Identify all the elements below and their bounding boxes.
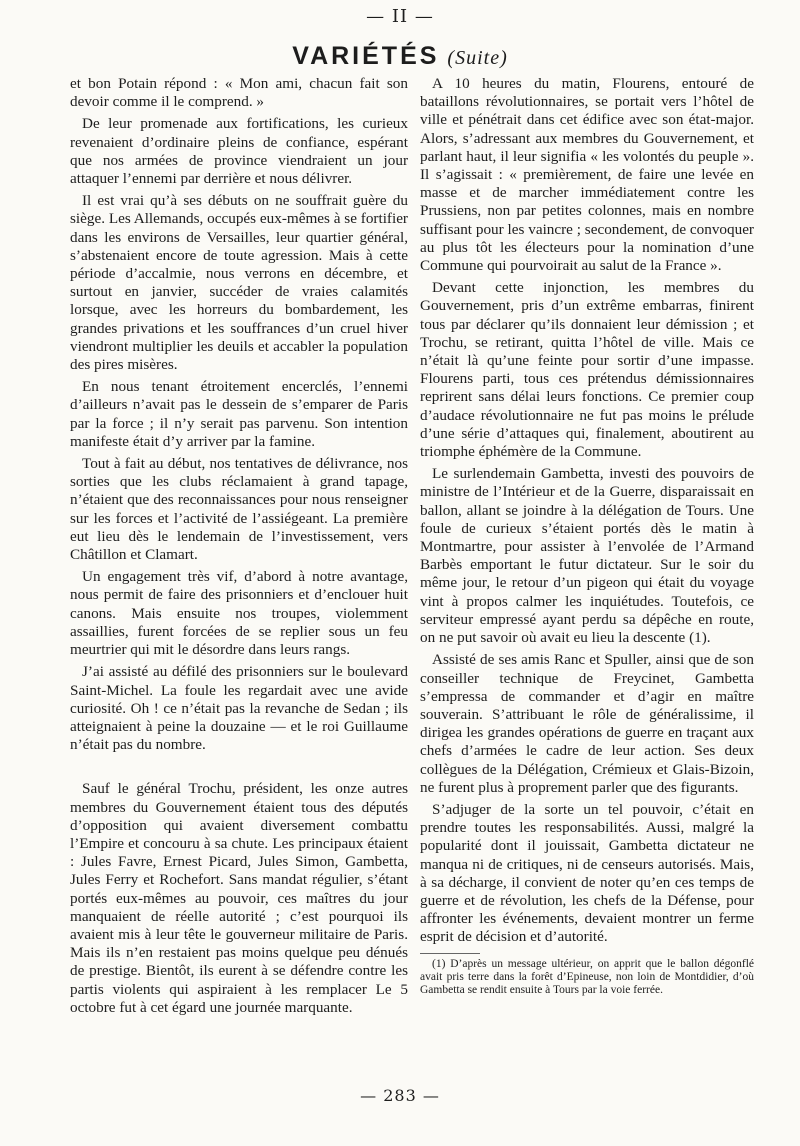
paragraph: et bon Potain répond : « Mon ami, chacun fait son devoir comme il le comprend. »: [70, 75, 408, 111]
footnote-divider: [420, 953, 480, 954]
paragraph: En nous tenant étroitement encerclés, l’ennemi d’ailleurs n’avait pas le dessein de s’emparer de Paris par la force ; il n’y serait pas parvenu. Son intention manifeste était d’y arriver par la famine.: [70, 378, 408, 450]
paragraph: Assisté de ses amis Ranc et Spuller, ainsi que de son conseiller technique de Freycinet, Gambetta s’empressa de commander et d’agir en maître souverain. S’attribuant le rôle de généralissime, il dirigea les grandes opérations de guerre en traçant aux chefs d’armées le cadre de leur action. Ses deux collègues de la Délégation, Crémieux et Glais-Bizoin, ne furent plus à proprement parler que des figurants.: [420, 651, 754, 796]
page-number: — 283 —: [360, 1086, 440, 1105]
paragraph: Le surlendemain Gambetta, investi des pouvoirs de ministre de l’Intérieur et de la Guerre, disparaissait en ballon, allant se joindre à la délégation de Tours. Une foule de curieux s’étaient portés dès le matin à Montmartre, pour assister à l’envolée de l’Armand Barbès emportant le futur dictateur. Sur le soir du même jour, le retour d’un pigeon qui était du voyage vint à propos calmer les inquiétudes. Toutefois, ce serviteur empressé ayant perdu sa dépêche en route, on ne put savoir où avait eu lieu la descente (1).: [420, 465, 754, 647]
section-title: VARIÉTÉS: [292, 42, 440, 70]
paragraph: Devant cette injonction, les membres du Gouvernement, pris d’un extrême embarras, finirent tous par déclarer qu’ils donnaient leur démission ; et Trochu, se retirant, quitta l’hôtel de ville. Mais ce n’était là qu’une feinte pour sortir d’une impasse. Flourens parti, tous ces prétendus démissionnaires reprirent sans délai leurs fonctions. Ce premier coup d’audace révolutionnaire ne fut pas moins le prélude d’une série d’attaques qui, finalement, aboutirent au triomphe éphémère de la Commune.: [420, 279, 754, 461]
paragraph: De leur promenade aux fortifications, les curieux revenaient d’ordinaire pleins de confiance, espérant que nos armées de province viendraient un jour attaquer l’ennemi par derrière et nous délivrer.: [70, 115, 408, 188]
paragraph: Sauf le général Trochu, président, les onze autres membres du Gouvernement étaient tous des députés d’opposition qui avaient diversement combattu l’Empire et concouru à sa chute. Les principaux étaient : Jules Favre, Ernest Picard, Jules Simon, Gambetta, Jules Ferry et Rochefort. Sans mandat régulier, s’étant portés eux-mêmes au pouvoir, ces maîtres du jour manquaient de réelle autorité ; c’est pourquoi ils avaient mis à leur tête le gouverneur militaire de Paris. Mais ils n’en restaient pas moins quelque peu dénués de prestige. Bientôt, ils eurent à se défendre contre les partis violents qui aspiraient à les remplacer Le 5 octobre fut à cet égard une journée marquante.: [70, 780, 408, 1016]
paragraph: J’ai assisté au défilé des prisonniers sur le boulevard Saint-Michel. La foule les regardait avec une avide curiosité. Oh ! ce n’était pas la revanche de Sedan ; ils atteignaient à peine la douzaine — et le roi Guillaume n’était pas du nombre.: [70, 663, 408, 754]
paragraph: Tout à fait au début, nos tentatives de délivrance, nos sorties que les clubs réclamaient à grand tapage, n’étaient que des reconnaissances pour nous renseigner sur les forces et l’activité de l’assiégeant. La première eut lieu dès le lendemain de l’investissement, vers Châtillon et Clamart.: [70, 455, 408, 564]
right-column: [420, 75, 754, 1002]
paragraph: Il est vrai qu’à ses débuts on ne souffrait guère du siège. Les Allemands, occupés eux-mêmes à se fortifier dans les environs de Versailles, leur quartier général, s’abstenaient encore de toute agression. Mais à cette période d’accalmie, nous verrons en décembre, et surtout en janvier, succéder de vraies calamités lorsque, avec les horreurs du bombardement, les grandes privations et les souffrances d’un cruel hiver viendront multiplier les deuils et accabler la population des pires misères.: [70, 192, 408, 374]
paragraph: Un engagement très vif, d’abord à notre avantage, nous permit de faire des prisonniers et d’enclouer huit canons. Mais ensuite nos troupes, violemment assaillies, furent forcées de se replier sous un feu meurtrier qui mit le désordre dans leurs rangs.: [70, 568, 408, 659]
page-section-marker: — II —: [366, 6, 434, 27]
left-column: [70, 75, 408, 1021]
paragraph: S’adjuger de la sorte un tel pouvoir, c’était en prendre toutes les responsabilités. Aussi, malgré la popularité dont il jouissait, Gambetta dictateur ne manqua ni de critiques, ni de censeurs autorisés. Mais, à sa décharge, il convient de noter qu’en ces temps de guerre et de révolution, les chefs de la Défense, pour affronter les événements, devaient montrer un ferme esprit de décision et d’autorité.: [420, 800, 754, 946]
paragraph: A 10 heures du matin, Flourens, entouré de bataillons révolutionnaires, se portait vers l’hôtel de ville et pénétrait dans cet édifice avec son état-major. Alors, s’adressant aux membres du Gouvernement, et parlant haut, il leur signifia « les volontés du peuple ». Il s’agissait : « premièrement, de faire une levée en masse et de marcher immédiatement contre les Prussiens, non par petites colonnes, mais en nombre suffisant pour les vaincre ; secondement, de convoquer au plus tôt les électeurs pour la nomination d’une Commune qui pourvoirait au salut de la France ».: [420, 75, 754, 275]
footnote: (1) D’après un message ultérieur, on apprit que le ballon dégonflé avait pris terre dans la forêt d’Epineuse, non loin de Montdidier, d’où Gambetta se rendit ensuite à Tours par la voie ferrée.: [420, 957, 754, 997]
section-subtitle: (Suite): [447, 47, 508, 69]
page-header: [0, 42, 800, 71]
